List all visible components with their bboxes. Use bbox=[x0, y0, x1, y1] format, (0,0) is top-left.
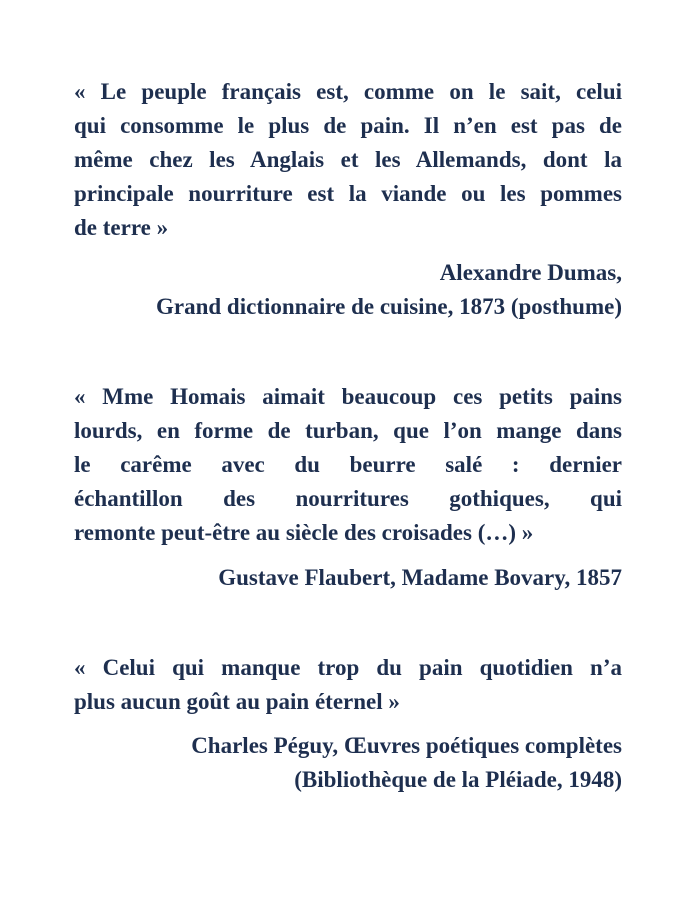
quote-line: remonte peut-être au siècle des croisades (…) » bbox=[74, 520, 534, 545]
attribution-dumas bbox=[74, 256, 622, 324]
quote-line: lourds, en forme de turban, que l’on mange dans bbox=[74, 418, 622, 443]
quote-line: échantillon des nourritures gothiques, qui bbox=[74, 486, 622, 511]
attribution-line: (Bibliothèque de la Pléiade, 1948) bbox=[294, 767, 622, 792]
quote-line: principale nourriture est la viande ou les pommes bbox=[74, 181, 622, 206]
attribution-line: Gustave Flaubert, Madame Bovary, 1857 bbox=[218, 565, 622, 590]
quote-flaubert bbox=[74, 380, 622, 550]
quote-line: de terre » bbox=[74, 215, 169, 240]
quote-line: « Mme Homais aimait beaucoup ces petits pains bbox=[74, 384, 622, 409]
quote-line: même chez les Anglais et les Allemands, dont la bbox=[74, 147, 622, 172]
attribution-line: Grand dictionnaire de cuisine, 1873 (posthume) bbox=[156, 294, 622, 319]
quote-peguy bbox=[74, 651, 622, 719]
attribution-flaubert bbox=[74, 561, 622, 595]
attribution-line: Charles Péguy, Œuvres poétiques complètes bbox=[191, 733, 622, 758]
quote-dumas bbox=[74, 75, 622, 245]
quote-line: « Le peuple français est, comme on le sait, celui bbox=[74, 79, 622, 104]
attribution-line: Alexandre Dumas, bbox=[439, 260, 622, 285]
quote-line: « Celui qui manque trop du pain quotidien n’a bbox=[74, 655, 622, 680]
quote-line: le carême avec du beurre salé : dernier bbox=[74, 452, 622, 477]
attribution-peguy bbox=[74, 729, 622, 797]
quote-line: qui consomme le plus de pain. Il n’en est pas de bbox=[74, 113, 622, 138]
quote-line: plus aucun goût au pain éternel » bbox=[74, 689, 400, 714]
